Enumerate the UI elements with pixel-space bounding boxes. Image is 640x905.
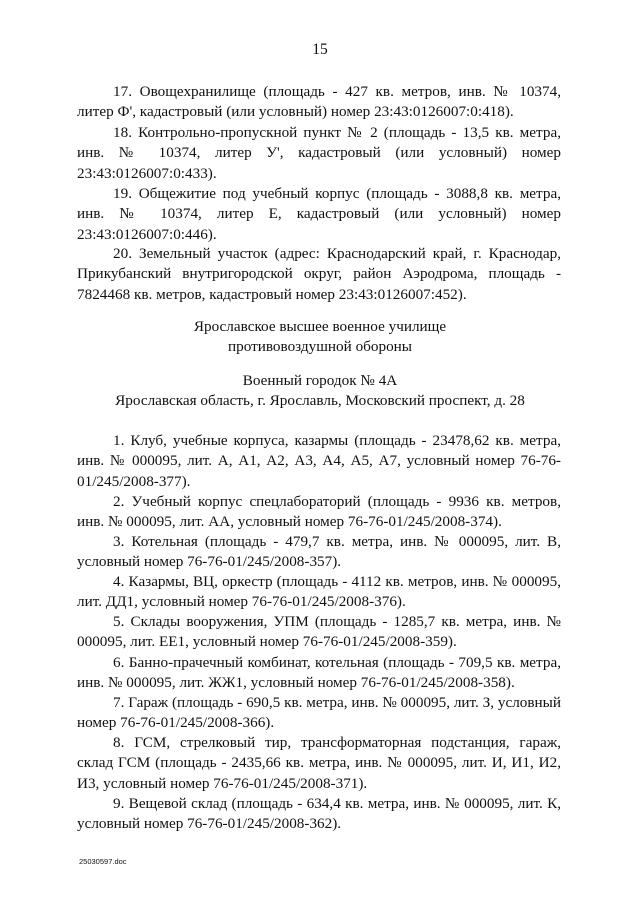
list-item-2: 2. Учебный корпус спецлабораторий (площадь - 9936 кв. метров, инв. № 000095, лит. АА, условный номер 76-76-01/245/2008-374). bbox=[77, 493, 561, 531]
list-item-4: 4. Казармы, ВЦ, оркестр (площадь - 4112 кв. метров, инв. № 000095, лит. ДД1, условный номер 76-76-01/245/2008-376). bbox=[77, 573, 561, 611]
institution-heading-line2: противовоздушной обороны bbox=[227, 338, 413, 355]
list-item-9: 9. Вещевой склад (площадь - 634,4 кв. метра, инв. № 000095, лит. К, условный номер 76-76-01/245/2008-362). bbox=[77, 795, 561, 833]
list-item-8: 8. ГСМ, стрелковый тир, трансформаторная подстанция, гараж, склад ГСМ (площадь - 2435,66 кв. метра, инв. № 000095, лит. И, И1, И2, И3, условный номер 76-76-01/245/2008-371). bbox=[77, 734, 561, 792]
footer-filename: 25030597.doc bbox=[79, 857, 127, 866]
page-number: 15 bbox=[312, 41, 328, 58]
military-town-address: Ярославская область, г. Ярославль, Московский проспект, д. 28 bbox=[115, 392, 525, 409]
list-item-3: 3. Котельная (площадь - 479,7 кв. метра, инв. № 000095, лит. В, условный номер 76-76-01/245/2008-357). bbox=[77, 533, 561, 571]
list-item-5: 5. Склады вооружения, УПМ (площадь - 1285,7 кв. метра, инв. № 000095, лит. ЕЕ1, условный номер 76-76-01/245/2008-359). bbox=[77, 613, 561, 651]
institution-heading-line1: Ярославское высшее военное училище bbox=[193, 318, 447, 335]
list-item-1: 1. Клуб, учебные корпуса, казармы (площадь - 23478,62 кв. метра, инв. № 000095, лит. А, А1, А2, А3, А4, А5, А7, условный номер 76-76-01/245/2008-377). bbox=[77, 432, 561, 490]
list-item-7: 7. Гараж (площадь - 690,5 кв. метра, инв. № 000095, лит. З, условный номер 76-76-01/245/2008-366). bbox=[77, 694, 561, 732]
military-town-title: Военный городок № 4А bbox=[242, 372, 398, 389]
list-item-6: 6. Банно-прачечный комбинат, котельная (площадь - 709,5 кв. метра, инв. № 000095, лит. ЖЖ1, условный номер 76-76-01/245/2008-358). bbox=[77, 654, 561, 692]
list-item-18: 18. Контрольно-пропускной пункт № 2 (площадь - 13,5 кв. метра, инв. № 10374, литер У', кадастровый (или условный) номер 23:43:0126007:0:433). bbox=[77, 124, 561, 182]
list-item-17: 17. Овощехранилище (площадь - 427 кв. метров, инв. № 10374, литер Ф', кадастровый (или условный) номер 23:43:0126007:0:418). bbox=[77, 83, 561, 121]
list-item-19: 19. Общежитие под учебный корпус (площадь - 3088,8 кв. метра, инв. № 10374, литер Е, кадастровый (или условный) номер 23:43:0126007:0:446). bbox=[77, 185, 561, 243]
list-item-20: 20. Земельный участок (адрес: Краснодарский край, г. Краснодар, Прикубанский внутригородской округ, район Аэродрома, площадь - 7824468 кв. метров, кадастровый номер 23:43:0126007:452). bbox=[77, 245, 561, 303]
